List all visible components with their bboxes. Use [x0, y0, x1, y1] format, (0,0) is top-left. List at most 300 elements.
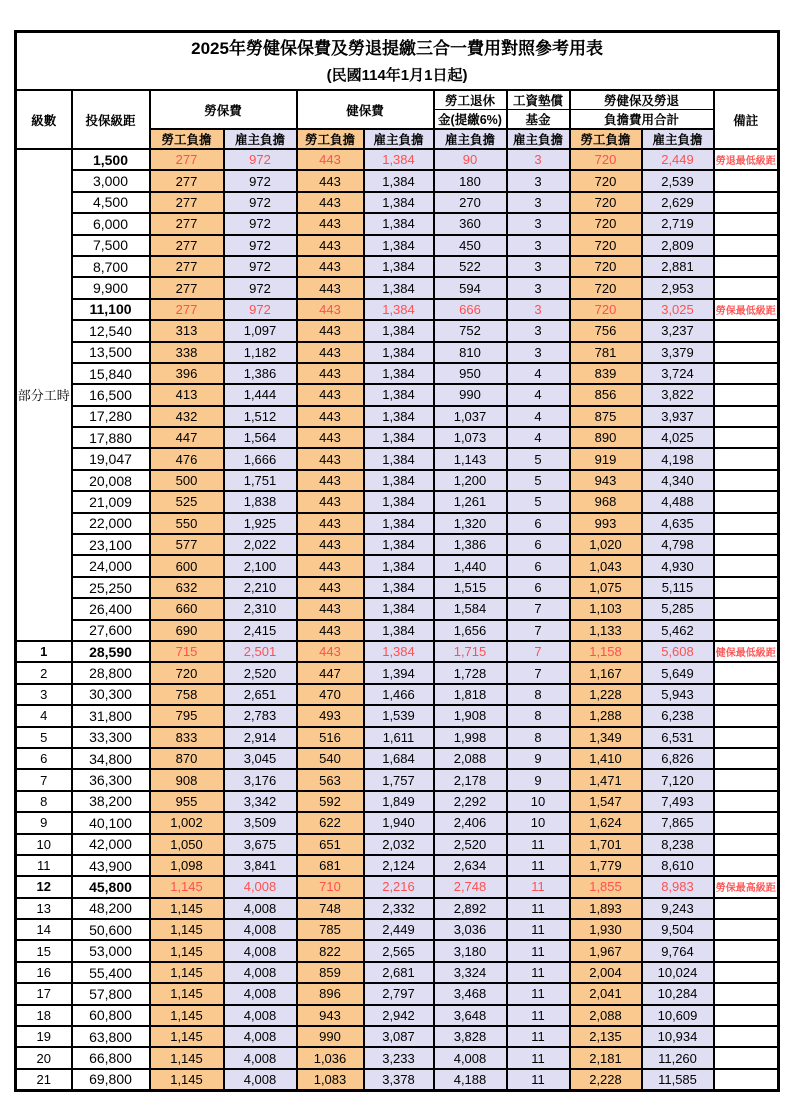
- level-cell: 18: [16, 1005, 72, 1026]
- bracket-cell: 40,100: [72, 812, 150, 833]
- total-employer-cell: 7,493: [642, 791, 714, 812]
- wage-fund-employer-cell: 3: [507, 235, 570, 256]
- wage-fund-employer-cell: 8: [507, 705, 570, 726]
- bracket-cell: 66,800: [72, 1047, 150, 1068]
- level-cell: 9: [16, 812, 72, 833]
- table-row: [16, 898, 779, 919]
- health-employee-cell: 443: [297, 427, 364, 448]
- labor-employee-cell: 908: [150, 769, 224, 790]
- labor-employer-cell: 3,045: [224, 748, 297, 769]
- labor-employee-cell: 758: [150, 684, 224, 705]
- bracket-cell: 8,700: [72, 256, 150, 277]
- labor-employer-cell: 4,008: [224, 876, 297, 897]
- bracket-cell: 38,200: [72, 791, 150, 812]
- wage-fund-employer-cell: 3: [507, 277, 570, 298]
- table-row: [16, 1069, 779, 1091]
- remark-cell: [714, 1005, 779, 1026]
- bracket-cell: 34,800: [72, 748, 150, 769]
- health-employer-cell: 1,384: [364, 641, 434, 662]
- wage-fund-employer-cell: 7: [507, 598, 570, 619]
- pension-employer-cell: 1,320: [434, 513, 507, 534]
- health-employer-cell: 1,384: [364, 534, 434, 555]
- remark-cell: 勞保最高級距: [714, 876, 779, 897]
- labor-employee-cell: 1,145: [150, 898, 224, 919]
- total-employee-cell: 993: [570, 513, 642, 534]
- pension-employer-cell: 1,584: [434, 598, 507, 619]
- health-employer-cell: 1,384: [364, 620, 434, 641]
- bracket-cell: 33,300: [72, 727, 150, 748]
- health-employer-cell: 1,384: [364, 192, 434, 213]
- total-employer-cell: 3,379: [642, 342, 714, 363]
- table-body: [16, 149, 779, 1091]
- health-employee-cell: 493: [297, 705, 364, 726]
- table-row: [16, 213, 779, 234]
- labor-employee-cell: 277: [150, 213, 224, 234]
- total-employee-cell: 1,133: [570, 620, 642, 641]
- total-employee-cell: 2,004: [570, 962, 642, 983]
- health-employee-cell: 710: [297, 876, 364, 897]
- health-employee-cell: 470: [297, 684, 364, 705]
- total-employee-cell: 720: [570, 235, 642, 256]
- health-employee-cell: 443: [297, 170, 364, 191]
- labor-employer-cell: 2,310: [224, 598, 297, 619]
- bracket-cell: 31,800: [72, 705, 150, 726]
- table-row: [16, 448, 779, 469]
- health-employer-cell: 1,384: [364, 598, 434, 619]
- labor-employer-cell: 4,008: [224, 962, 297, 983]
- reference-sheet: [14, 30, 780, 1092]
- labor-employee-cell: 277: [150, 149, 224, 170]
- level-cell: 10: [16, 834, 72, 855]
- bracket-cell: 20,008: [72, 470, 150, 491]
- wage-fund-employer-cell: 11: [507, 834, 570, 855]
- wage-fund-employer-cell: 11: [507, 919, 570, 940]
- bracket-cell: 21,009: [72, 491, 150, 512]
- total-employer-cell: 5,943: [642, 684, 714, 705]
- labor-employer-cell: 4,008: [224, 1026, 297, 1047]
- wage-fund-employer-cell: 10: [507, 812, 570, 833]
- health-employee-cell: 443: [297, 299, 364, 320]
- table-row: [16, 320, 779, 341]
- total-employer-cell: 9,504: [642, 919, 714, 940]
- level-cell: 5: [16, 727, 72, 748]
- labor-employee-cell: 720: [150, 662, 224, 683]
- labor-employer-cell: 1,838: [224, 491, 297, 512]
- labor-employer-cell: 1,925: [224, 513, 297, 534]
- table-row: [16, 962, 779, 983]
- total-employee-cell: 1,624: [570, 812, 642, 833]
- health-employee-cell: 1,083: [297, 1069, 364, 1091]
- health-employee-cell: 443: [297, 320, 364, 341]
- labor-employer-cell: 3,841: [224, 855, 297, 876]
- pension-employer-cell: 180: [434, 170, 507, 191]
- pension-employer-cell: 2,634: [434, 855, 507, 876]
- labor-employer-cell: 972: [224, 277, 297, 298]
- remark-cell: [714, 940, 779, 961]
- labor-employee-cell: 277: [150, 256, 224, 277]
- labor-employee-cell: 870: [150, 748, 224, 769]
- level-cell: 21: [16, 1069, 72, 1091]
- remark-cell: [714, 919, 779, 940]
- health-employer-cell: 1,384: [364, 235, 434, 256]
- labor-employer-cell: 1,386: [224, 363, 297, 384]
- health-employer-cell: 1,384: [364, 342, 434, 363]
- bracket-cell: 3,000: [72, 170, 150, 191]
- pension-employer-cell: 3,828: [434, 1026, 507, 1047]
- total-employee-cell: 720: [570, 256, 642, 277]
- labor-employee-cell: 550: [150, 513, 224, 534]
- remark-cell: [714, 1069, 779, 1091]
- labor-employee-cell: 600: [150, 555, 224, 576]
- labor-employer-cell: 2,100: [224, 555, 297, 576]
- pension-employer-cell: 2,292: [434, 791, 507, 812]
- wage-fund-employer-cell: 11: [507, 1026, 570, 1047]
- page-title: 2025年勞健保保費及勞退提繳三合一費用對照參考用表: [191, 39, 603, 58]
- pension-employer-cell: 1,728: [434, 662, 507, 683]
- bracket-cell: 50,600: [72, 919, 150, 940]
- table-row: [16, 684, 779, 705]
- health-employer-cell: 2,124: [364, 855, 434, 876]
- remark-cell: [714, 791, 779, 812]
- labor-employee-cell: 277: [150, 235, 224, 256]
- wage-fund-employer-cell: 4: [507, 406, 570, 427]
- pension-employer-cell: 810: [434, 342, 507, 363]
- health-employer-cell: 2,797: [364, 983, 434, 1004]
- bracket-cell: 12,540: [72, 320, 150, 341]
- total-employee-cell: 2,041: [570, 983, 642, 1004]
- health-employee-cell: 443: [297, 149, 364, 170]
- table-row: [16, 491, 779, 512]
- health-employee-cell: 1,036: [297, 1047, 364, 1068]
- wage-fund-employer-cell: 10: [507, 791, 570, 812]
- pension-employer-cell: 2,892: [434, 898, 507, 919]
- health-employer-cell: 1,466: [364, 684, 434, 705]
- labor-employee-cell: 338: [150, 342, 224, 363]
- total-employee-cell: 1,855: [570, 876, 642, 897]
- labor-employer-cell: 2,501: [224, 641, 297, 662]
- pension-employer-cell: 4,188: [434, 1069, 507, 1091]
- total-employer-cell: 4,635: [642, 513, 714, 534]
- col-header-level: 級數: [16, 90, 72, 149]
- remark-cell: [714, 470, 779, 491]
- bracket-cell: 60,800: [72, 1005, 150, 1026]
- subheader-health-employee: 勞工負擔: [297, 129, 364, 149]
- total-employee-cell: 720: [570, 170, 642, 191]
- wage-fund-employer-cell: 4: [507, 384, 570, 405]
- table-row: [16, 769, 779, 790]
- total-employer-cell: 2,449: [642, 149, 714, 170]
- total-employee-cell: 1,158: [570, 641, 642, 662]
- wage-fund-employer-cell: 5: [507, 448, 570, 469]
- wage-fund-employer-cell: 7: [507, 620, 570, 641]
- col-header-total-line2: 負擔費用合計: [570, 110, 714, 130]
- wage-fund-employer-cell: 9: [507, 748, 570, 769]
- total-employer-cell: 4,025: [642, 427, 714, 448]
- table-row: [16, 277, 779, 298]
- remark-cell: [714, 727, 779, 748]
- labor-employer-cell: 972: [224, 170, 297, 191]
- bracket-cell: 1,500: [72, 149, 150, 170]
- bracket-cell: 48,200: [72, 898, 150, 919]
- pension-employer-cell: 1,386: [434, 534, 507, 555]
- wage-fund-employer-cell: 3: [507, 342, 570, 363]
- col-header-labor-insurance: 勞保費: [150, 90, 297, 129]
- health-employer-cell: 1,384: [364, 448, 434, 469]
- health-employer-cell: 1,384: [364, 555, 434, 576]
- labor-employee-cell: 1,145: [150, 983, 224, 1004]
- labor-employee-cell: 476: [150, 448, 224, 469]
- health-employee-cell: 443: [297, 235, 364, 256]
- pension-employer-cell: 4,008: [434, 1047, 507, 1068]
- pension-employer-cell: 360: [434, 213, 507, 234]
- table-row: [16, 470, 779, 491]
- table-row: [16, 577, 779, 598]
- total-employee-cell: 890: [570, 427, 642, 448]
- bracket-cell: 63,800: [72, 1026, 150, 1047]
- total-employee-cell: 968: [570, 491, 642, 512]
- wage-fund-employer-cell: 7: [507, 641, 570, 662]
- health-employer-cell: 1,940: [364, 812, 434, 833]
- labor-employer-cell: 2,651: [224, 684, 297, 705]
- labor-employer-cell: 4,008: [224, 940, 297, 961]
- wage-fund-employer-cell: 3: [507, 213, 570, 234]
- table-row: [16, 363, 779, 384]
- labor-employee-cell: 1,145: [150, 919, 224, 940]
- labor-employee-cell: 955: [150, 791, 224, 812]
- pension-employer-cell: 1,143: [434, 448, 507, 469]
- total-employee-cell: 919: [570, 448, 642, 469]
- health-employee-cell: 443: [297, 384, 364, 405]
- bracket-cell: 69,800: [72, 1069, 150, 1091]
- wage-fund-employer-cell: 7: [507, 662, 570, 683]
- table-row: [16, 620, 779, 641]
- wage-fund-employer-cell: 3: [507, 320, 570, 341]
- labor-employer-cell: 1,564: [224, 427, 297, 448]
- total-employee-cell: 1,288: [570, 705, 642, 726]
- level-cell: 7: [16, 769, 72, 790]
- labor-employee-cell: 1,145: [150, 876, 224, 897]
- table-row: [16, 919, 779, 940]
- bracket-cell: 57,800: [72, 983, 150, 1004]
- table-row: [16, 940, 779, 961]
- bracket-cell: 26,400: [72, 598, 150, 619]
- total-employee-cell: 875: [570, 406, 642, 427]
- health-employer-cell: 3,233: [364, 1047, 434, 1068]
- labor-employee-cell: 277: [150, 170, 224, 191]
- pension-employer-cell: 950: [434, 363, 507, 384]
- bracket-cell: 53,000: [72, 940, 150, 961]
- total-employee-cell: 1,779: [570, 855, 642, 876]
- total-employee-cell: 1,701: [570, 834, 642, 855]
- remark-cell: [714, 834, 779, 855]
- total-employee-cell: 856: [570, 384, 642, 405]
- pension-employer-cell: 1,908: [434, 705, 507, 726]
- pension-employer-cell: 2,406: [434, 812, 507, 833]
- health-employer-cell: 3,378: [364, 1069, 434, 1091]
- labor-employer-cell: 1,097: [224, 320, 297, 341]
- level-cell: 8: [16, 791, 72, 812]
- pension-employer-cell: 3,036: [434, 919, 507, 940]
- total-employee-cell: 2,181: [570, 1047, 642, 1068]
- health-employer-cell: 1,611: [364, 727, 434, 748]
- health-employee-cell: 447: [297, 662, 364, 683]
- total-employer-cell: 3,724: [642, 363, 714, 384]
- remark-cell: [714, 662, 779, 683]
- pension-employer-cell: 3,648: [434, 1005, 507, 1026]
- total-employer-cell: 4,340: [642, 470, 714, 491]
- total-employer-cell: 8,610: [642, 855, 714, 876]
- remark-cell: [714, 213, 779, 234]
- health-employee-cell: 943: [297, 1005, 364, 1026]
- total-employee-cell: 720: [570, 149, 642, 170]
- labor-employer-cell: 3,342: [224, 791, 297, 812]
- total-employee-cell: 2,228: [570, 1069, 642, 1091]
- level-cell: 12: [16, 876, 72, 897]
- pension-employer-cell: 1,656: [434, 620, 507, 641]
- health-employer-cell: 1,384: [364, 170, 434, 191]
- labor-employer-cell: 1,751: [224, 470, 297, 491]
- pension-employer-cell: 752: [434, 320, 507, 341]
- bracket-cell: 55,400: [72, 962, 150, 983]
- total-employer-cell: 2,719: [642, 213, 714, 234]
- bracket-cell: 22,000: [72, 513, 150, 534]
- wage-fund-employer-cell: 3: [507, 149, 570, 170]
- labor-employer-cell: 4,008: [224, 983, 297, 1004]
- health-employee-cell: 540: [297, 748, 364, 769]
- labor-employee-cell: 715: [150, 641, 224, 662]
- wage-fund-employer-cell: 11: [507, 1069, 570, 1091]
- bracket-cell: 28,800: [72, 662, 150, 683]
- wage-fund-employer-cell: 4: [507, 363, 570, 384]
- health-employee-cell: 443: [297, 641, 364, 662]
- total-employer-cell: 2,809: [642, 235, 714, 256]
- total-employee-cell: 1,930: [570, 919, 642, 940]
- remark-cell: [714, 1026, 779, 1047]
- health-employee-cell: 592: [297, 791, 364, 812]
- health-employee-cell: 443: [297, 534, 364, 555]
- health-employee-cell: 443: [297, 491, 364, 512]
- health-employer-cell: 1,539: [364, 705, 434, 726]
- level-cell: 3: [16, 684, 72, 705]
- bracket-cell: 27,600: [72, 620, 150, 641]
- labor-employer-cell: 972: [224, 256, 297, 277]
- remark-cell: [714, 962, 779, 983]
- labor-employer-cell: 972: [224, 192, 297, 213]
- remark-cell: 健保最低級距: [714, 641, 779, 662]
- pension-employer-cell: 2,520: [434, 834, 507, 855]
- health-employee-cell: 443: [297, 277, 364, 298]
- health-employer-cell: 2,681: [364, 962, 434, 983]
- remark-cell: [714, 170, 779, 191]
- health-employee-cell: 443: [297, 598, 364, 619]
- health-employer-cell: 1,384: [364, 149, 434, 170]
- title-row: [16, 32, 779, 91]
- wage-fund-employer-cell: 6: [507, 534, 570, 555]
- health-employer-cell: 1,384: [364, 363, 434, 384]
- labor-employee-cell: 690: [150, 620, 224, 641]
- page-subtitle: (民國114年1月1日起): [326, 67, 468, 84]
- level-cell: 19: [16, 1026, 72, 1047]
- health-employer-cell: 1,384: [364, 277, 434, 298]
- labor-employee-cell: 413: [150, 384, 224, 405]
- health-employer-cell: 1,394: [364, 662, 434, 683]
- pension-employer-cell: 2,088: [434, 748, 507, 769]
- labor-employee-cell: 525: [150, 491, 224, 512]
- remark-cell: [714, 192, 779, 213]
- labor-employer-cell: 3,509: [224, 812, 297, 833]
- wage-fund-employer-cell: 11: [507, 983, 570, 1004]
- labor-employer-cell: 4,008: [224, 1047, 297, 1068]
- health-employer-cell: 1,384: [364, 384, 434, 405]
- labor-employee-cell: 1,050: [150, 834, 224, 855]
- remark-cell: [714, 620, 779, 641]
- pension-employer-cell: 990: [434, 384, 507, 405]
- pension-employer-cell: 270: [434, 192, 507, 213]
- labor-employer-cell: 972: [224, 213, 297, 234]
- table-row: [16, 427, 779, 448]
- subheader-total-employer: 雇主負擔: [642, 129, 714, 149]
- labor-employee-cell: 1,145: [150, 1069, 224, 1091]
- health-employer-cell: 1,384: [364, 513, 434, 534]
- health-employer-cell: 2,565: [364, 940, 434, 961]
- health-employee-cell: 681: [297, 855, 364, 876]
- remark-cell: [714, 491, 779, 512]
- total-employee-cell: 720: [570, 277, 642, 298]
- level-cell: 13: [16, 898, 72, 919]
- pension-employer-cell: 594: [434, 277, 507, 298]
- total-employer-cell: 3,025: [642, 299, 714, 320]
- wage-fund-employer-cell: 11: [507, 876, 570, 897]
- health-employer-cell: 2,032: [364, 834, 434, 855]
- pension-employer-cell: 522: [434, 256, 507, 277]
- bracket-cell: 36,300: [72, 769, 150, 790]
- subheader-wage-fund-employer: 雇主負擔: [507, 129, 570, 149]
- total-employee-cell: 720: [570, 192, 642, 213]
- remark-cell: [714, 256, 779, 277]
- total-employer-cell: 7,120: [642, 769, 714, 790]
- health-employer-cell: 1,384: [364, 470, 434, 491]
- pension-employer-cell: 666: [434, 299, 507, 320]
- total-employee-cell: 1,043: [570, 555, 642, 576]
- total-employer-cell: 11,260: [642, 1047, 714, 1068]
- total-employee-cell: 1,893: [570, 898, 642, 919]
- wage-fund-employer-cell: 5: [507, 470, 570, 491]
- health-employee-cell: 563: [297, 769, 364, 790]
- labor-employee-cell: 660: [150, 598, 224, 619]
- health-employer-cell: 1,384: [364, 491, 434, 512]
- total-employee-cell: 720: [570, 213, 642, 234]
- wage-fund-employer-cell: 8: [507, 684, 570, 705]
- wage-fund-employer-cell: 3: [507, 299, 570, 320]
- total-employer-cell: 4,930: [642, 555, 714, 576]
- total-employer-cell: 10,609: [642, 1005, 714, 1026]
- remark-cell: [714, 748, 779, 769]
- labor-employer-cell: 4,008: [224, 1005, 297, 1026]
- table-row: [16, 513, 779, 534]
- labor-employer-cell: 1,666: [224, 448, 297, 469]
- header-row-groups: [16, 90, 779, 110]
- health-employee-cell: 443: [297, 342, 364, 363]
- bracket-cell: 23,100: [72, 534, 150, 555]
- remark-cell: [714, 898, 779, 919]
- labor-employer-cell: 2,520: [224, 662, 297, 683]
- bracket-cell: 45,800: [72, 876, 150, 897]
- total-employer-cell: 4,488: [642, 491, 714, 512]
- health-employee-cell: 443: [297, 256, 364, 277]
- total-employer-cell: 9,764: [642, 940, 714, 961]
- health-employer-cell: 1,757: [364, 769, 434, 790]
- table-row: [16, 855, 779, 876]
